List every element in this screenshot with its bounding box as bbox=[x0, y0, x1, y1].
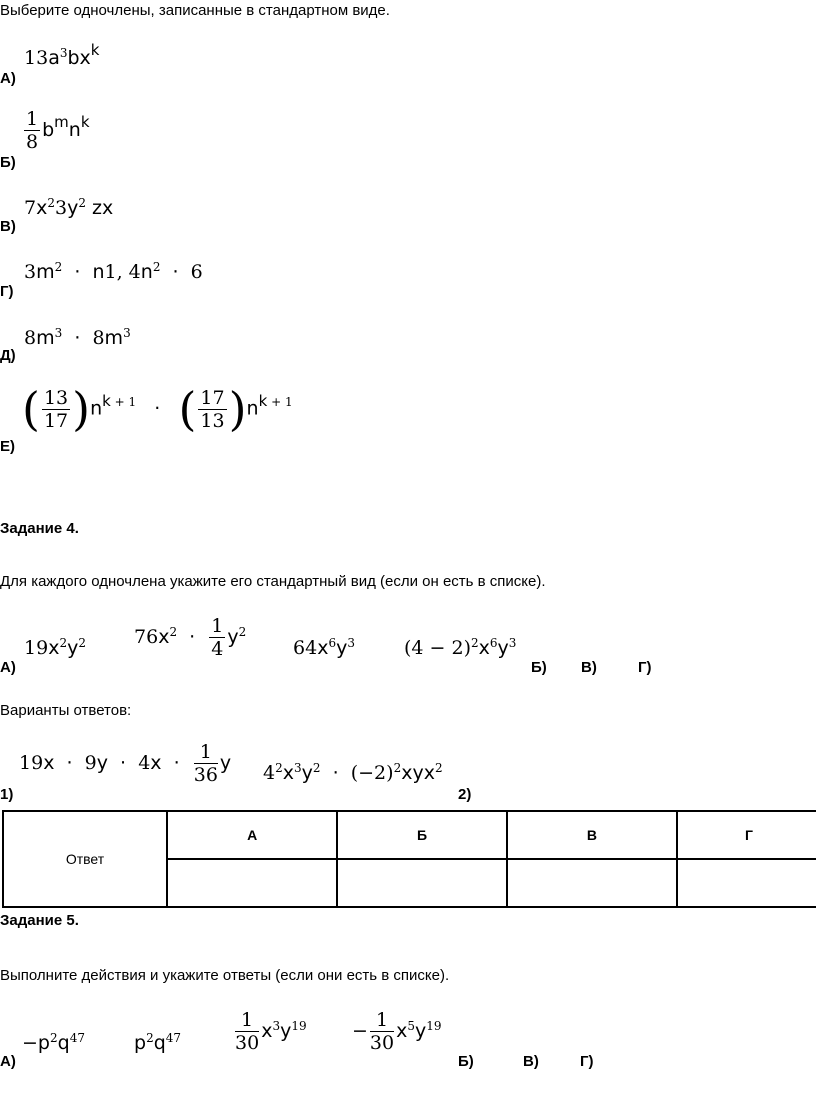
task5-title: Задание 5. bbox=[0, 912, 79, 929]
task5-expr-b: $p^2q^{47}$ bbox=[134, 1030, 182, 1054]
answer-header-b: Б bbox=[337, 811, 507, 859]
variant-2-expr: $4^2x^3y^2 \cdot (-2)^2xyx^2$ bbox=[263, 760, 443, 784]
variants-label: Варианты ответов: bbox=[0, 702, 132, 719]
option-label-b: Б) bbox=[0, 154, 16, 171]
answer-cell-v[interactable] bbox=[507, 859, 677, 907]
task4-expr-g: $(4 - 2)^2x^6y^3$ bbox=[404, 635, 517, 659]
variant-1-expr: 19x · 9y · 4x · $\frac{1}{36}$ y bbox=[19, 741, 232, 786]
answer-row-label: Ответ bbox=[3, 811, 167, 907]
answer-table bbox=[2, 810, 816, 908]
answer-header-v: В bbox=[507, 811, 677, 859]
task4-instruction: Для каждого одночлена укажите его стандартный вид (если он есть в списке). bbox=[0, 573, 546, 590]
monomial-e: ( $\frac{13}{17}$ )$n^{k + 1}$ · ( $\frac{17}{13}$ )$n^{k + 1}$ bbox=[22, 382, 293, 436]
task4-expr-b: $76x^2$ · $\frac{1}{4}$ $y^2$ bbox=[134, 615, 247, 660]
monomial-b: $\frac{1}{8}$ $b^mn^k$ bbox=[26, 108, 90, 153]
task5-expr-a: $-p^2q^{47}$ bbox=[22, 1030, 85, 1054]
monomial-g: $3m^2 \cdot n1$, $4n^2 \cdot 6$ bbox=[24, 259, 203, 283]
task4-title: Задание 4. bbox=[0, 520, 79, 537]
task5-instruction: Выполните действия и укажите ответы (если они есть в списке). bbox=[0, 967, 450, 984]
answer-cell-a[interactable] bbox=[167, 859, 337, 907]
option-label-g: Г) bbox=[0, 283, 14, 300]
task4-label-b: Б) bbox=[531, 659, 547, 676]
monomial-v: $7x^23y^2$ zx bbox=[24, 195, 114, 219]
option-label-a: А) bbox=[0, 70, 16, 87]
option-label-e: Е) bbox=[0, 438, 15, 455]
option-label-d: Д) bbox=[0, 347, 16, 364]
task4-label-g: Г) bbox=[638, 659, 652, 676]
task5-label-g: Г) bbox=[580, 1053, 594, 1070]
task5-expr-g: − $\frac{1}{30}$ $x^5y^{19}$ bbox=[352, 1009, 442, 1054]
monomial-d: $8m^3 \cdot 8m^3$ bbox=[24, 325, 131, 349]
task5-expr-v: $\frac{1}{30}$ $x^3y^{19}$ bbox=[235, 1009, 307, 1054]
task5-label-a: А) bbox=[0, 1053, 16, 1070]
task5-label-v: В) bbox=[523, 1053, 539, 1070]
answer-cell-g[interactable] bbox=[677, 859, 816, 907]
answer-cell-b[interactable] bbox=[337, 859, 507, 907]
task5-label-b: Б) bbox=[458, 1053, 474, 1070]
monomial-a: $13a^3bx^k$ bbox=[24, 41, 100, 69]
task4-label-v: В) bbox=[581, 659, 597, 676]
task4-label-a: А) bbox=[0, 659, 16, 676]
answer-header-g: Г bbox=[677, 811, 816, 859]
task3-instruction: Выберите одночлены, записанные в стандартном виде. bbox=[0, 2, 390, 19]
answer-header-a: А bbox=[167, 811, 337, 859]
variant-1-label: 1) bbox=[0, 786, 14, 803]
task4-expr-a: $19x^2y^2$ bbox=[24, 635, 86, 659]
variant-2-label: 2) bbox=[458, 786, 472, 803]
task4-expr-v: $64x^6y^3$ bbox=[293, 635, 355, 659]
option-label-v: В) bbox=[0, 218, 16, 235]
